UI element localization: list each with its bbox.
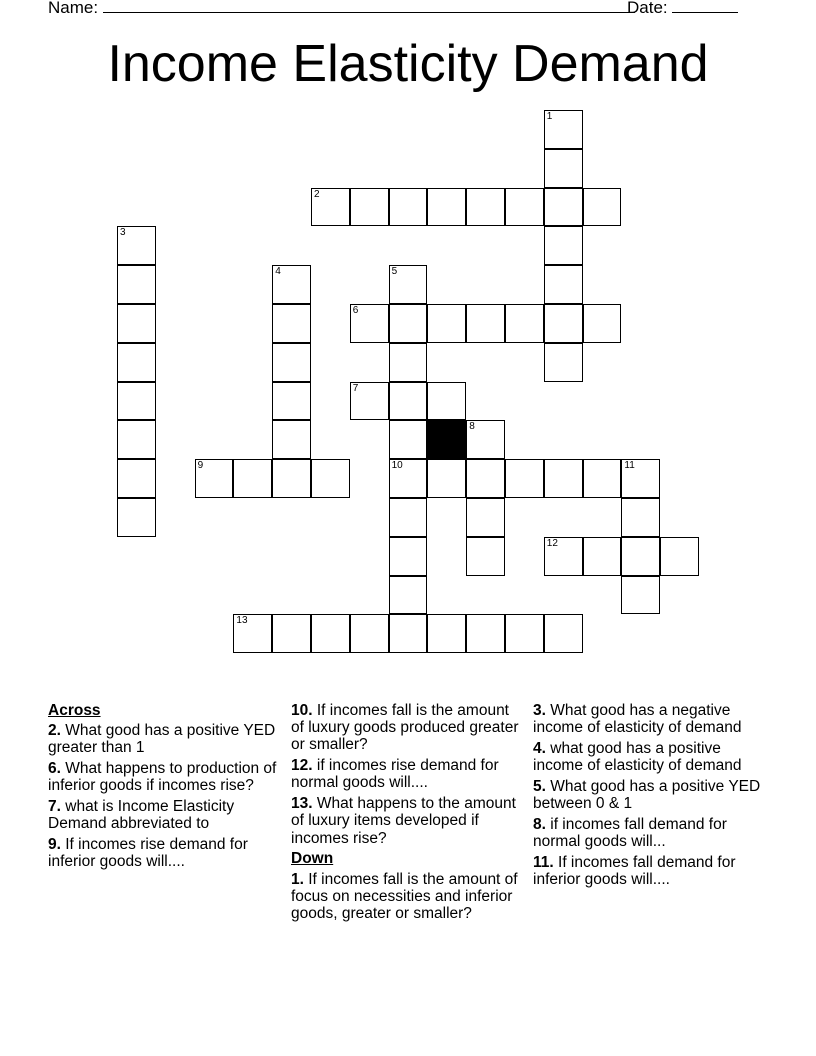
grid-cell[interactable] <box>544 110 583 149</box>
page-title: Income Elasticity Demand <box>107 35 709 93</box>
grid-cell[interactable] <box>117 498 156 537</box>
grid-cell[interactable] <box>505 188 544 227</box>
clue-across-6: 6. What happens to production of inferior goods if incomes rise? <box>48 760 277 795</box>
grid-cell[interactable] <box>350 614 389 653</box>
clue-across-9: 9. If incomes rise demand for inferior goods will.... <box>48 836 248 871</box>
grid-cell[interactable] <box>117 304 156 343</box>
grid-cell[interactable] <box>466 304 505 343</box>
date-label: Date: <box>627 0 668 17</box>
clues-column-3 <box>533 702 773 892</box>
grid-cell[interactable] <box>427 304 466 343</box>
grid-cell[interactable] <box>233 614 272 653</box>
grid-cell[interactable] <box>544 304 583 343</box>
down-heading: Down <box>291 850 334 868</box>
grid-cell[interactable] <box>117 420 156 459</box>
grid-cell[interactable] <box>621 537 660 576</box>
grid-cell[interactable] <box>427 382 466 421</box>
grid-cell[interactable] <box>544 149 583 188</box>
grid-cell[interactable] <box>621 459 660 498</box>
grid-cell[interactable] <box>427 459 466 498</box>
clue-number: 2 <box>314 188 320 200</box>
clue-down-5: 5. What good has a positive YED between 0 & 1 <box>533 778 761 813</box>
grid-cell[interactable] <box>117 382 156 421</box>
grid-cell[interactable] <box>466 188 505 227</box>
grid-cell[interactable] <box>544 459 583 498</box>
grid-cell[interactable] <box>195 459 234 498</box>
clue-number: 9 <box>197 460 204 472</box>
grid-cell[interactable] <box>389 537 428 576</box>
clue-down-8: 8. if incomes fall demand for normal goods will... <box>533 816 727 851</box>
clue-number: 1 <box>546 111 553 122</box>
grid-cell[interactable] <box>466 420 505 459</box>
grid-cell[interactable] <box>350 304 389 343</box>
grid-cell[interactable] <box>660 537 699 576</box>
clue-number: 13 <box>236 615 248 627</box>
clue-number: 12 <box>546 537 558 549</box>
clue-number: 7 <box>352 382 359 394</box>
clue-across-7: 7. what is Income Elasticity Demand abbreviated to <box>48 798 235 833</box>
grid-cell[interactable] <box>389 343 428 382</box>
grid-cell[interactable] <box>544 614 583 653</box>
grid-cell[interactable] <box>583 537 622 576</box>
grid-cell[interactable] <box>272 459 311 498</box>
grid-cell[interactable] <box>427 188 466 227</box>
grid-cell[interactable] <box>350 188 389 227</box>
clue-number: 6 <box>352 305 359 316</box>
grid-cell[interactable] <box>621 498 660 537</box>
clue-across-12: 12. if incomes rise demand for normal goods will.... <box>291 757 499 792</box>
grid-cell[interactable] <box>505 304 544 343</box>
across-heading: Across <box>48 702 101 719</box>
grid-cell[interactable] <box>272 420 311 459</box>
clues-column-1 <box>48 702 283 874</box>
grid-cell[interactable] <box>544 343 583 382</box>
grid-cell[interactable] <box>389 188 428 227</box>
clue-number: 10 <box>391 460 403 472</box>
grid-cell[interactable] <box>389 576 428 615</box>
grid-cell[interactable] <box>311 188 350 227</box>
grid-cell[interactable] <box>272 343 311 382</box>
grid-cell[interactable] <box>544 537 583 576</box>
grid-cell[interactable] <box>272 304 311 343</box>
clue-down-11: 11. If incomes fall demand for inferior goods will.... <box>533 854 736 889</box>
grid-cell[interactable] <box>350 382 389 421</box>
grid-cell[interactable] <box>311 459 350 498</box>
grid-cell[interactable] <box>583 188 622 227</box>
grid-cell[interactable] <box>544 188 583 227</box>
grid-cell[interactable] <box>583 459 622 498</box>
grid-cell[interactable] <box>427 614 466 653</box>
grid-cell[interactable] <box>583 304 622 343</box>
clue-down-3: 3. What good has a negative income of elasticity of demand <box>533 702 742 737</box>
clue-number: 4 <box>275 266 281 278</box>
grid-cell[interactable] <box>389 265 428 304</box>
clue-number: 5 <box>391 266 398 278</box>
clue-number: 8 <box>469 421 475 433</box>
grid-cell[interactable] <box>272 382 311 421</box>
grid-cell[interactable] <box>117 343 156 382</box>
grid-cell[interactable] <box>544 226 583 265</box>
name-label: Name: <box>48 0 99 17</box>
grid-cell[interactable] <box>389 304 428 343</box>
grid-cell[interactable] <box>117 265 156 304</box>
grid-cell[interactable] <box>389 382 428 421</box>
grid-cell[interactable] <box>544 265 583 304</box>
grid-cell[interactable] <box>272 614 311 653</box>
clue-across-2: 2. What good has a positive YED greater than 1 <box>48 722 276 757</box>
grid-cell[interactable] <box>389 420 428 459</box>
black-square <box>427 420 466 459</box>
grid-cell[interactable] <box>466 498 505 537</box>
grid-cell[interactable] <box>621 576 660 615</box>
grid-cell[interactable] <box>311 614 350 653</box>
clue-number: 3 <box>120 227 126 239</box>
grid-cell[interactable] <box>505 614 544 653</box>
clue-across-10: 10. If incomes fall is the amount of luxury goods produced greater or smaller? <box>291 702 519 754</box>
grid-cell[interactable] <box>389 614 428 653</box>
clue-down-1: 1. If incomes fall is the amount of focus on necessities and inferior goods, greater or smaller? <box>291 870 518 923</box>
grid-cell[interactable] <box>505 459 544 498</box>
clue-number: 11 <box>624 460 635 472</box>
grid-cell[interactable] <box>272 265 311 304</box>
grid-cell[interactable] <box>389 459 428 498</box>
grid-cell[interactable] <box>117 226 156 265</box>
grid-cell[interactable] <box>466 614 505 653</box>
grid-cell[interactable] <box>466 537 505 576</box>
grid-cell[interactable] <box>389 498 428 537</box>
clue-across-13: 13. What happens to the amount of luxury items developed if incomes rise? <box>291 795 516 847</box>
grid-cell[interactable] <box>233 459 272 498</box>
clue-down-4: 4. what good has a positive income of elasticity of demand <box>533 740 742 775</box>
clues-column-2 <box>291 702 526 926</box>
grid-cell[interactable] <box>117 459 156 498</box>
grid-cell[interactable] <box>466 459 505 498</box>
